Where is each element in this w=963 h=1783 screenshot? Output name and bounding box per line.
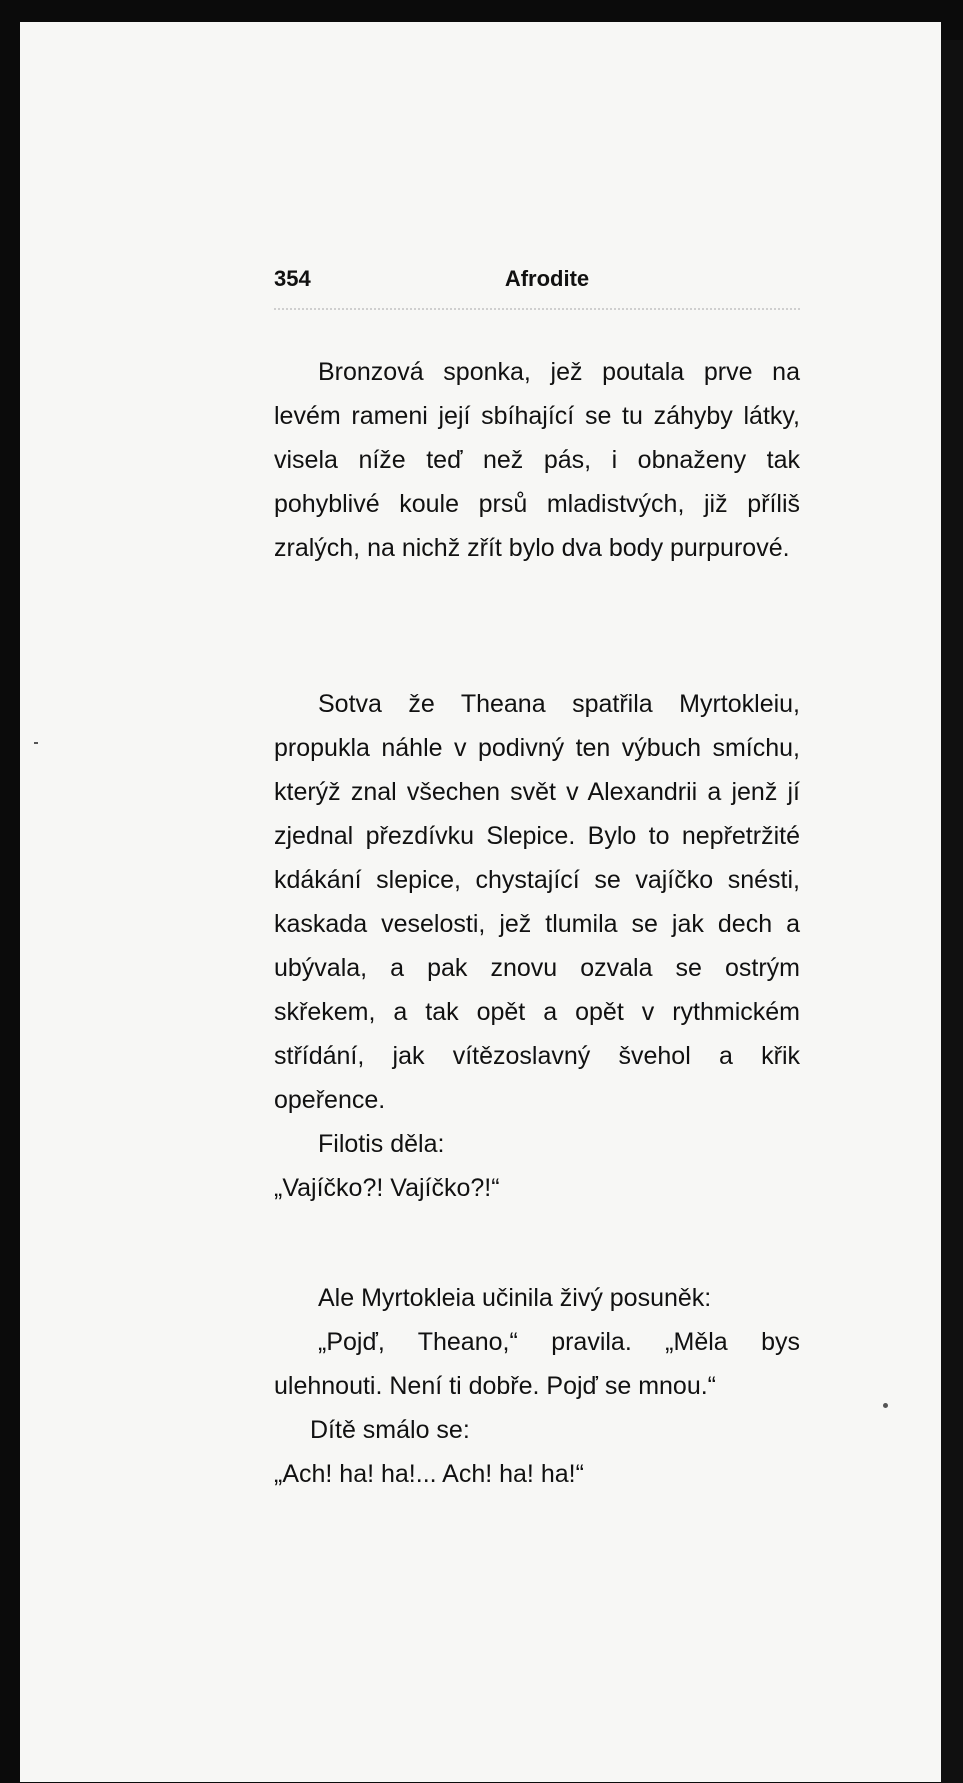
paper-speck <box>34 742 38 744</box>
child-intro: Dítě smálo se: <box>310 1416 470 1444</box>
running-title: Afrodite <box>504 266 590 291</box>
filotis-intro: Filotis děla: <box>318 1130 445 1158</box>
paragraph-theana-laughter: Sotva že Theana spatřila Myrtokleiu, propukla náhle v podivný ten výbuch smíchu, kterýž znal všechen svět v Alexandrii a jenž jí zjednal přezdívku Slepice. Bylo to nepřetržité kdákání slepice, chystající se vajíčko snésti, kaskada veselosti, jež tlumila se jak dech a ubývala, a pak znovu ozvala se ostrým skřekem, a tak opět a opět v rythmickém střídání, jak vítězoslavný švehol a křik opeřence. <box>274 690 800 1114</box>
paragraph-myrtokleia-speech: „Pojď, Theano,“ pravila. „Měla bys ulehnouti. Není ti dobře. Pojď se mnou.“ <box>274 1328 800 1400</box>
paragraph-myrtokleia-gesture: Ale Myrtokleia učinila živý posuněk: <box>318 1284 712 1312</box>
filotis-quote: „Vajíčko?! Vajíčko?!“ <box>274 1174 500 1202</box>
header-rule <box>274 308 800 310</box>
paragraph-bronze-clasp: Bronzová sponka, jež poutala prve na levém rameni její sbíhající se tu záhyby látky, visela níže teď než pás, i obnaženy tak pohyblivé koule prsů mladistvých, již příliš zralých, na nichž zřít bylo dva body purpurové. <box>274 358 800 562</box>
page-header <box>274 266 820 290</box>
child-quote: „Ach! ha! ha!... Ach! ha! ha!“ <box>274 1460 584 1488</box>
paper-speck <box>883 1403 888 1408</box>
page-number: 354 <box>274 266 311 291</box>
page-edge-shadow <box>941 40 963 1783</box>
